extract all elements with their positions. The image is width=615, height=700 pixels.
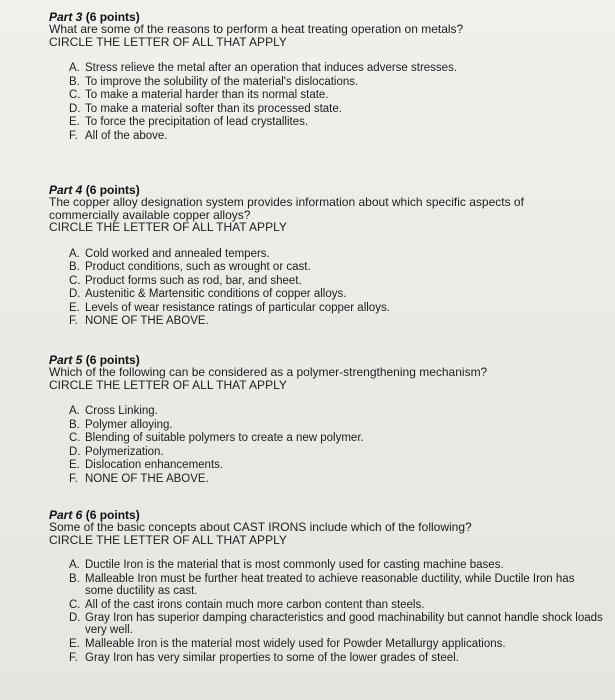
option-letter: B. bbox=[69, 572, 80, 585]
option-letter: C. bbox=[69, 598, 81, 611]
part-3-instruction: CIRCLE THE LETTER OF ALL THAT APPLY bbox=[49, 34, 287, 49]
option-text: Product conditions, such as wrought or cast. bbox=[85, 261, 311, 274]
part-5-options bbox=[69, 405, 605, 487]
option-letter: F. bbox=[69, 472, 78, 485]
part-5-label: Part 5 bbox=[49, 353, 83, 367]
option-text: Product forms such as rod, bar, and sheet. bbox=[85, 274, 302, 287]
option-text: To make a material harder than its normal state. bbox=[85, 89, 329, 102]
part-5-question: Which of the following can be considered as a polymer-strengthening mechanism? bbox=[49, 365, 488, 379]
part-6-options bbox=[69, 559, 605, 665]
part-6-option-a[interactable] bbox=[69, 559, 605, 573]
part-5-option-c[interactable] bbox=[69, 432, 605, 446]
part-3-option-d[interactable] bbox=[69, 103, 605, 117]
part-3-options bbox=[69, 62, 605, 144]
option-text: Blending of suitable polymers to create a new polymer. bbox=[85, 432, 364, 445]
option-letter: B. bbox=[69, 75, 80, 88]
option-text: Levels of wear resistance ratings of particular copper alloys. bbox=[85, 301, 390, 314]
option-letter: A. bbox=[69, 405, 80, 417]
part-3-option-b[interactable] bbox=[69, 76, 605, 90]
part-3-option-c[interactable] bbox=[69, 89, 605, 103]
option-text: Ductile Iron is the material that is most commonly used for casting machine bases. bbox=[85, 559, 504, 571]
part-3-label: Part 3 bbox=[49, 10, 83, 24]
part-5-option-d[interactable] bbox=[69, 446, 605, 460]
option-letter: D. bbox=[69, 612, 81, 625]
option-text: Malleable Iron is the material most widely used for Powder Metallurgy applications. bbox=[85, 638, 506, 651]
part-6-instruction: CIRCLE THE LETTER OF ALL THAT APPLY bbox=[49, 532, 287, 547]
part-4-question-line-2: commercially available copper alloys? bbox=[49, 207, 251, 222]
option-letter: F. bbox=[69, 651, 78, 664]
option-text: Dislocation enhancements. bbox=[85, 459, 224, 472]
part-5-option-f[interactable] bbox=[69, 473, 605, 487]
option-letter: C. bbox=[69, 89, 81, 102]
option-letter: B. bbox=[69, 418, 80, 431]
part-4-question-line-1: The copper alloy designation system provides information about which specific aspects of bbox=[49, 195, 524, 209]
part-3-question: What are some of the reasons to perform a heat treating operation on metals? bbox=[49, 22, 464, 36]
option-text: To make a material softer than its processed state. bbox=[85, 102, 342, 115]
part-6-option-f[interactable] bbox=[69, 652, 605, 666]
part-3-option-a[interactable] bbox=[69, 62, 605, 76]
part-3-section bbox=[49, 11, 605, 144]
part-4-option-a[interactable] bbox=[69, 248, 605, 262]
option-text: Austenitic & Martensitic conditions of copper alloys. bbox=[85, 288, 347, 301]
option-letter: B. bbox=[69, 261, 80, 274]
part-4-option-f[interactable] bbox=[69, 315, 605, 329]
option-letter: D. bbox=[69, 445, 81, 458]
part-4-section bbox=[49, 184, 605, 329]
option-letter: D. bbox=[69, 102, 81, 115]
option-letter: E. bbox=[69, 116, 80, 129]
part-6-label: Part 6 bbox=[49, 508, 83, 522]
part-4-label: Part 4 bbox=[49, 183, 83, 197]
option-text: Gray Iron has very similar properties to some of the lower grades of steel. bbox=[85, 651, 459, 664]
option-text: Cross Linking. bbox=[85, 405, 158, 417]
option-letter: F. bbox=[69, 315, 78, 328]
part-6-section bbox=[49, 509, 605, 665]
option-text: All of the above. bbox=[85, 129, 168, 142]
part-4-option-b[interactable] bbox=[69, 261, 605, 275]
part-5-instruction: CIRCLE THE LETTER OF ALL THAT APPLY bbox=[49, 377, 287, 392]
option-text: Stress relieve the metal after an operation that induces adverse stresses. bbox=[85, 62, 458, 74]
part-4-instruction: CIRCLE THE LETTER OF ALL THAT APPLY bbox=[49, 220, 287, 234]
part-6-points: (6 points) bbox=[85, 508, 140, 522]
part-6-question: Some of the basic concepts about CAST IRONS include which of the following? bbox=[49, 520, 472, 534]
option-text: Cold worked and annealed tempers. bbox=[85, 247, 270, 260]
part-4-option-e[interactable] bbox=[69, 302, 605, 316]
part-5-option-b[interactable] bbox=[69, 419, 605, 433]
option-letter: E. bbox=[69, 638, 80, 651]
part-5-option-a[interactable] bbox=[69, 405, 605, 419]
option-text: Polymer alloying. bbox=[85, 418, 173, 431]
part-6-option-d[interactable] bbox=[69, 612, 605, 636]
part-6-option-c[interactable] bbox=[69, 599, 605, 613]
option-letter: E. bbox=[69, 301, 80, 314]
option-letter: D. bbox=[69, 288, 81, 301]
option-text: Gray Iron has superior damping characteristics and good machinability but cannot handle shock loads very well. bbox=[85, 612, 603, 637]
part-5-points: (6 points) bbox=[85, 353, 140, 367]
option-text: All of the cast irons contain much more carbon content than steels. bbox=[85, 598, 425, 611]
part-4-option-d[interactable] bbox=[69, 288, 605, 302]
option-letter: E. bbox=[69, 459, 80, 472]
option-letter: C. bbox=[69, 432, 81, 445]
part-5-section bbox=[49, 354, 605, 487]
option-text: Malleable Iron must be further heat treated to achieve reasonable ductility, while Ductile Iron has some ductility as cast. bbox=[85, 572, 575, 597]
option-text: NONE OF THE ABOVE. bbox=[85, 315, 209, 328]
part-3-points: (6 points) bbox=[85, 10, 140, 24]
part-4-points: (6 points) bbox=[85, 183, 140, 197]
part-5-option-e[interactable] bbox=[69, 459, 605, 473]
option-letter: A. bbox=[69, 247, 80, 260]
option-text: To improve the solubility of the material's dislocations. bbox=[85, 75, 359, 88]
option-letter: C. bbox=[69, 274, 81, 287]
part-4-option-c[interactable] bbox=[69, 275, 605, 289]
part-3-option-f[interactable] bbox=[69, 130, 605, 144]
part-3-option-e[interactable] bbox=[69, 116, 605, 130]
option-letter: A. bbox=[69, 559, 80, 571]
part-6-option-b[interactable] bbox=[69, 573, 605, 597]
part-6-option-e[interactable] bbox=[69, 638, 605, 652]
option-letter: F. bbox=[69, 129, 78, 142]
part-4-options bbox=[69, 248, 605, 330]
option-text: To force the precipitation of lead crystallites. bbox=[85, 116, 309, 129]
option-text: NONE OF THE ABOVE. bbox=[85, 472, 209, 485]
option-text: Polymerization. bbox=[85, 445, 164, 458]
option-letter: A. bbox=[69, 62, 80, 74]
